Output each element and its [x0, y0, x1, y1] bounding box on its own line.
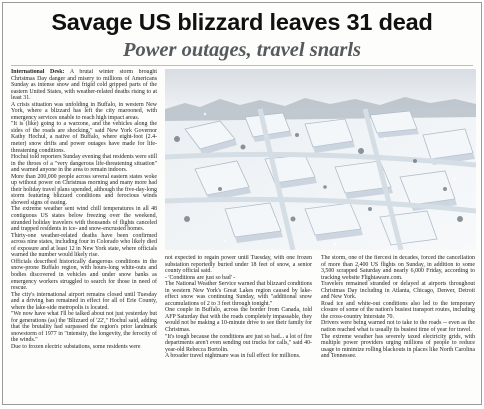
paragraph: "It is (like) going to a warzone, and the vehicles along the sides of the roads are shocking," said New York Governor Kathy Hochul, a native of Buffalo, where eight-foot (2.4-meter) snow drifts and power outages have made for life-threatening conditions.: [11, 121, 157, 154]
paragraph: The National Weather Service warned that blizzard conditions in western New York's Great Lakes region caused by lake-effect snow was continuing Sunday, with "additional snow accumulations of 2 to 3 feet through tonight.": [165, 281, 312, 307]
paragraph: Drivers were being warned not to take to the roads -- even as the nation reached what is usually its busiest time of year for travel.: [321, 320, 475, 334]
headline: Savage US blizzard leaves 31 dead: [51, 9, 433, 35]
newspaper-page: [2, 2, 482, 405]
paragraph: The extreme weather sent wind chill temperatures in all 48 contiguous US states below freezing over the weekend, stranded holiday travelers with thousands of flights canceled and trapped residents in ice- and snow-encrusted homes.: [11, 206, 157, 233]
paragraph: not expected to regain power until Tuesday, with one frozen substation reportedly buried under 18 feet of snow, a senior county official said.: [165, 255, 312, 275]
paragraph: "It's tough because the conditions are just so bad... a lot of fire departments aren't even sending out trucks for calls," said 40-year-old Rebecca Bortolin.: [165, 333, 312, 353]
paragraph: Due to frozen electric substations, some residents were: [11, 343, 141, 350]
paragraph: A broader travel nightmare was in full effect for millions.: [165, 353, 301, 360]
paragraph: A crisis situation was unfolding in Buffalo, in western New York, where a blizzard has left the city marooned, with emergency services unable to reach high impact areas.: [11, 101, 157, 121]
paragraph: More than 200,000 people across several eastern states woke up without power on Christmas morning and many more had their holiday travel plans upended, although the five-day-long storm featuring blizzard conditions and ferocious winds showed signs of easing.: [11, 173, 157, 206]
paragraph: Thirty-one weather-related deaths have been confirmed across nine states, including four in Colorado who likely died of exposure and at least 12 in New York state, where officials warned the number would likely rise.: [11, 232, 157, 259]
crosshead: - 'Conditions are just so bad' -: [165, 274, 236, 281]
paragraph: The extreme weather has severely taxed electricity grids, with multiple power providers urging millions of people to reduce usage to minimize rolling blackouts in places like North Carolina and Tennessee.: [321, 333, 475, 360]
paragraph: The storm, one of the fiercest in decades, forced the cancellation of more than 2,400 US flights on Sunday, in addition to some 3,500 scrapped Saturday and nearly 6,000 Friday, according to tracking website Flightaware.com.: [321, 255, 475, 281]
article-column-3: [321, 255, 475, 403]
dateline: International Desk:: [11, 69, 65, 75]
article-column-2: [165, 255, 312, 403]
paragraph: The city's international airport remains closed until Tuesday and a driving ban remained in effect for all of Erie County, where the lake-side metropolis is located.: [11, 291, 157, 311]
snowy-neighborhood-photo: [165, 69, 476, 250]
article-column-1: [11, 69, 157, 403]
paragraph: Hochul told reporters Sunday evening that residents were still in the throes of a "very dangerous life-threatening situation" and warned anyone in the area to remain indoors.: [11, 154, 157, 174]
paragraph: One couple in Buffalo, across the border from Canada, told AFP Saturday that with the roads completely impassable, they would not be making a 10-minute drive to see their family for Christmas.: [165, 307, 312, 334]
paragraph: "We now have what I'll be talked about not just yesterday but for generations (as) the 'Blizzard of '22'," Hochul said, adding that the brutality had surpassed the region's prior landmark snowstorm of 1977 in "intensity, the longevity, the ferocity of the winds.": [11, 311, 157, 344]
divider: [11, 65, 473, 66]
paragraph: Officials described historically dangerous conditions in the snow-prone Buffalo region, with hours-long white-outs and bodies discovered in vehicles and under snow banks as emergency workers struggled to search for those in need of rescue.: [11, 258, 157, 292]
paragraph: International Desk: A brutal winter storm brought Christmas Day danger and misery to millions of Americans Sunday as intense snow and frigid cold gripped parts of the eastern United States, with weather-related deaths rising to at least 31.: [11, 69, 157, 102]
subheadline: Power outages, travel snarls: [122, 39, 362, 61]
paragraph: Travelers remained stranded or delayed at airports throughout Christmas Day including in Atlanta, Chicago, Denver, Detroit and New York.: [321, 281, 475, 301]
paragraph: Road ice and white-out conditions also led to the temporary closure of some of the nation's busiest transport routes, including the cross-country Interstate 70.: [321, 300, 475, 320]
